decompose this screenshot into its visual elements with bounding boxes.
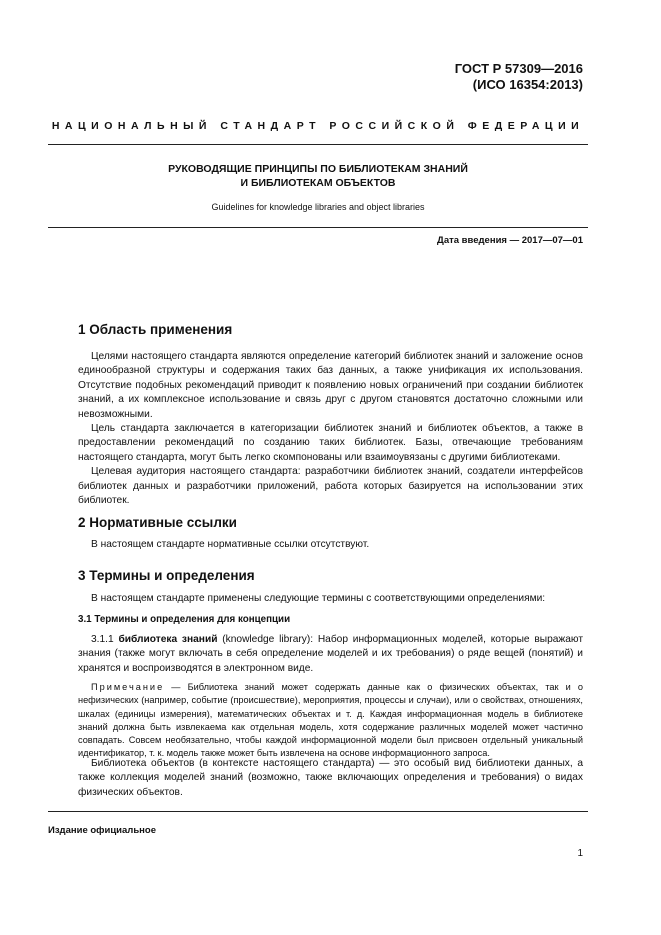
document-title-line1: РУКОВОДЯЩИЕ ПРИНЦИПЫ ПО БИБЛИОТЕКАМ ЗНАНИЙ: [168, 163, 468, 175]
section-heading-scope: 1 Область применения: [78, 322, 233, 337]
object-library-definition: [78, 757, 583, 800]
introduction-date: Дата введения — 2017—07—01: [437, 235, 583, 246]
paragraph: В настоящем стандарте применены следующие термины с соответствующими определениями:: [91, 593, 546, 604]
title-divider: [48, 227, 588, 228]
term-paragraph: [78, 633, 583, 676]
section-heading-terms: 3 Термины и определения: [78, 568, 255, 583]
paragraph: Целями настоящего стандарта являются определение категорий библиотек знаний и заложение основ единообразной структуры и содержания таких баз данных, а также унификация их использования. Отсутствие подобных рекомендаций приводит к появлению новых ограничений при создании библиотек знаний, а их комплексное использование и связь друг с другом становятся достаточно сложными или невозможными.: [78, 351, 583, 420]
header-divider: [48, 144, 588, 145]
note-label: Примечание: [91, 682, 165, 692]
subsection-heading: 3.1 Термины и определения для концепции: [78, 614, 291, 625]
standard-number: ГОСТ Р 57309—2016: [454, 61, 583, 76]
section-heading-normative-references: 2 Нормативные ссылки: [78, 515, 237, 530]
note-text: — Библиотека знаний может содержать данные как о физических объектах, так и о нефизических (например, событие (происшествие), мероприятия, процессы и случаи), или о свойствах, отношениях, шкалах (единицы измерения), математических объектах и т. д. Каждая информационная модель в библиотеке знаний должна быть извлекаема как отдельная модель, хотя содержание различных моделей может частично совпадать. Совсем необязательно, чтобы каждой информационной модели был присвоен отдельный уникальный идентификатор, т. к. модель также может быть извлечена на основе информационного запроса.: [78, 682, 583, 759]
term-note: [78, 681, 583, 761]
english-subtitle: Guidelines for knowledge libraries and object libraries: [211, 202, 425, 212]
paragraph: Цель стандарта заключается в категоризации библиотек знаний и библиотек объектов, а также в предоставлении рекомендаций по созданию таких библиотек. Базы, отвечающие требованиям настоящего стандарта, могут быть легко скомпонованы или взаимоувязаны с другими библиотеками.: [78, 423, 583, 463]
term-number: 3.1.1: [91, 634, 114, 645]
edition-label: Издание официальное: [48, 825, 156, 836]
document-title-line2: И БИБЛИОТЕКАМ ОБЪЕКТОВ: [240, 177, 396, 189]
term-definition: [78, 633, 583, 676]
paragraph: Библиотека объектов (в контексте настоящего стандарта) — это особый вид библиотеки данных, а также коллекция моделей знаний (возможно, также включающих определения и требования) о видах физических объектов.: [78, 758, 583, 798]
national-standard-banner: НАЦИОНАЛЬНЫЙ СТАНДАРТ РОССИЙСКОЙ ФЕДЕРАЦИИ: [51, 120, 585, 132]
term-definition-text: (knowledge library): Набор информационных моделей, которые выражают знания (также могут включать в себя определение моделей и их требования) о ряде вещей (понятий) и хранятся и воспроизводятся в электронном виде.: [78, 634, 583, 674]
term-name: библиотека знаний: [118, 634, 218, 645]
footer-divider: [48, 811, 588, 812]
section-body-terms: [78, 592, 583, 606]
iso-reference: (ИСО 16354:2013): [472, 77, 583, 92]
paragraph: Целевая аудитория настоящего стандарта: разработчики библиотек знаний, создатели интерфейсов библиотек данных и разработчики приложений, работа которых базируется на использовании этих библиотек.: [78, 466, 583, 507]
paragraph: В настоящем стандарте нормативные ссылки отсутствуют.: [91, 539, 370, 550]
note-paragraph: [78, 681, 583, 761]
section-body-scope: [78, 350, 583, 508]
section-body-normative-references: [78, 538, 583, 552]
page-number: 1: [577, 848, 583, 859]
